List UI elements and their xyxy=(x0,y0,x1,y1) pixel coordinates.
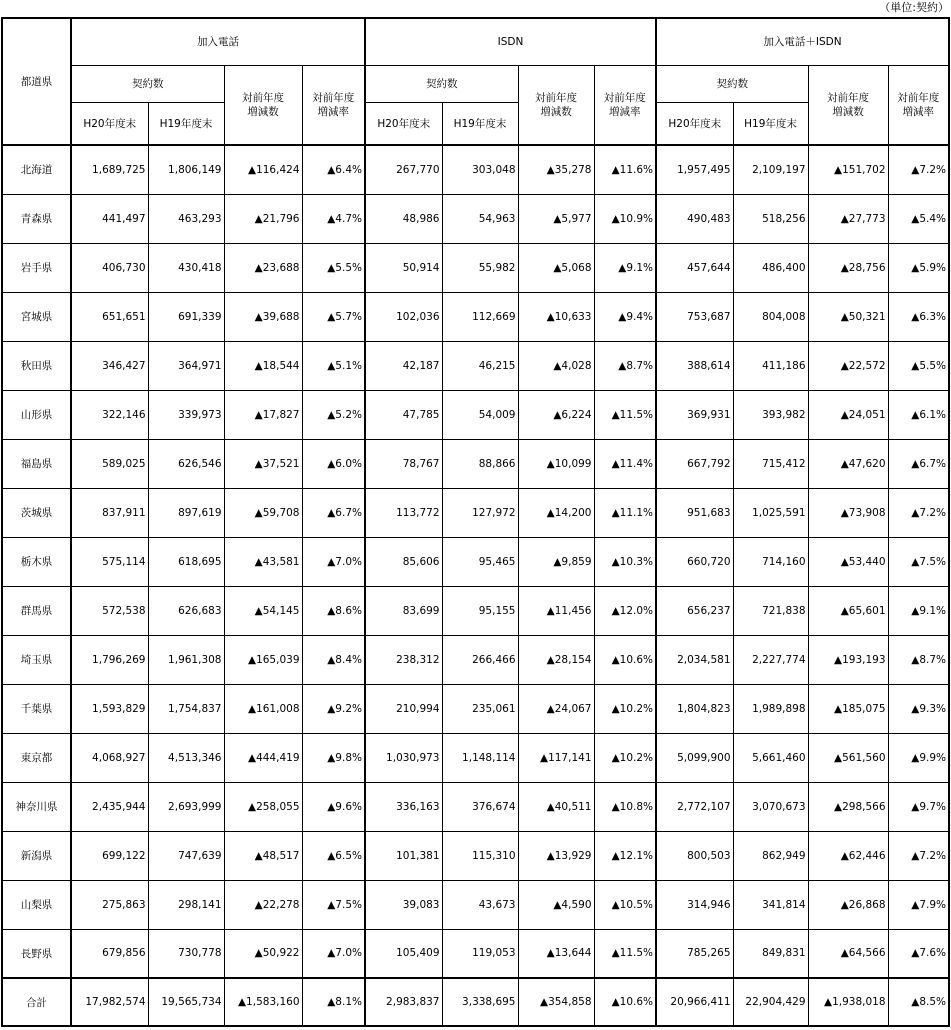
cell-isdn-h19: 54,009 xyxy=(442,390,518,439)
header-h19-telephone: H19年度末 xyxy=(148,102,224,145)
header-group-telephone: 加入電話 xyxy=(71,18,365,65)
cell-telephone-h20: 1,796,269 xyxy=(71,635,148,684)
prefecture-name: 山梨県 xyxy=(2,880,71,929)
table-row xyxy=(2,929,949,978)
cell-total-change-rate: ▲6.7% xyxy=(888,439,949,488)
cell-isdn-change-count: ▲10,633 xyxy=(518,292,594,341)
cell-isdn-h19: 115,310 xyxy=(442,831,518,880)
prefecture-name: 宮城県 xyxy=(2,292,71,341)
cell-isdn-change-rate: ▲10.2% xyxy=(594,733,656,782)
cell-telephone-change-rate: ▲8.1% xyxy=(302,978,365,1026)
header-change-count-total: 対前年度 増減数 xyxy=(808,65,888,145)
cell-total-change-rate: ▲7.5% xyxy=(888,537,949,586)
cell-telephone-change-rate: ▲5.1% xyxy=(302,341,365,390)
cell-total-change-rate: ▲9.1% xyxy=(888,586,949,635)
cell-telephone-change-count: ▲48,517 xyxy=(224,831,302,880)
cell-isdn-h19: 55,982 xyxy=(442,243,518,292)
cell-total-change-count: ▲1,938,018 xyxy=(808,978,888,1026)
cell-total-change-count: ▲50,321 xyxy=(808,292,888,341)
cell-isdn-h20: 336,163 xyxy=(365,782,442,831)
cell-total-change-rate: ▲6.3% xyxy=(888,292,949,341)
prefecture-name: 千葉県 xyxy=(2,684,71,733)
cell-total-h20: 2,034,581 xyxy=(656,635,733,684)
cell-total-h19: 22,904,429 xyxy=(733,978,808,1026)
header-group-isdn: ISDN xyxy=(365,18,656,65)
prefecture-name: 栃木県 xyxy=(2,537,71,586)
cell-isdn-change-rate: ▲10.9% xyxy=(594,194,656,243)
cell-telephone-h19: 4,513,346 xyxy=(148,733,224,782)
cell-total-h19: 3,070,673 xyxy=(733,782,808,831)
cell-total-h19: 1,025,591 xyxy=(733,488,808,537)
cell-isdn-change-count: ▲117,141 xyxy=(518,733,594,782)
cell-total-change-rate: ▲5.5% xyxy=(888,341,949,390)
cell-telephone-h19: 364,971 xyxy=(148,341,224,390)
cell-isdn-change-count: ▲40,511 xyxy=(518,782,594,831)
prefecture-name: 茨城県 xyxy=(2,488,71,537)
table-row xyxy=(2,880,949,929)
prefecture-name: 青森県 xyxy=(2,194,71,243)
cell-total-h20: 656,237 xyxy=(656,586,733,635)
cell-isdn-h20: 2,983,837 xyxy=(365,978,442,1026)
cell-telephone-h20: 575,114 xyxy=(71,537,148,586)
cell-telephone-change-rate: ▲5.5% xyxy=(302,243,365,292)
cell-total-change-rate: ▲7.9% xyxy=(888,880,949,929)
cell-isdn-h19: 112,669 xyxy=(442,292,518,341)
table-header xyxy=(2,18,949,145)
header-contracts-telephone: 契約数 xyxy=(71,65,224,102)
cell-isdn-h20: 48,986 xyxy=(365,194,442,243)
cell-isdn-change-count: ▲4,590 xyxy=(518,880,594,929)
cell-telephone-h19: 19,565,734 xyxy=(148,978,224,1026)
cell-total-h19: 714,160 xyxy=(733,537,808,586)
cell-total-h19: 393,982 xyxy=(733,390,808,439)
cell-telephone-change-rate: ▲4.7% xyxy=(302,194,365,243)
cell-total-h20: 369,931 xyxy=(656,390,733,439)
unit-label: （単位:契約） xyxy=(879,1,949,14)
header-contracts-total: 契約数 xyxy=(656,65,808,102)
cell-isdn-change-count: ▲5,977 xyxy=(518,194,594,243)
cell-isdn-change-rate: ▲12.0% xyxy=(594,586,656,635)
prefecture-name: 北海道 xyxy=(2,145,71,194)
cell-isdn-h20: 238,312 xyxy=(365,635,442,684)
cell-telephone-h20: 275,863 xyxy=(71,880,148,929)
cell-isdn-h19: 88,866 xyxy=(442,439,518,488)
cell-total-change-rate: ▲5.9% xyxy=(888,243,949,292)
cell-telephone-h19: 2,693,999 xyxy=(148,782,224,831)
cell-telephone-change-count: ▲21,796 xyxy=(224,194,302,243)
cell-telephone-h19: 897,619 xyxy=(148,488,224,537)
cell-total-change-rate: ▲7.2% xyxy=(888,831,949,880)
prefecture-name: 岩手県 xyxy=(2,243,71,292)
cell-total-change-count: ▲26,868 xyxy=(808,880,888,929)
cell-isdn-change-rate: ▲11.4% xyxy=(594,439,656,488)
cell-telephone-change-rate: ▲5.2% xyxy=(302,390,365,439)
prefecture-name: 長野県 xyxy=(2,929,71,978)
table-row xyxy=(2,684,949,733)
cell-isdn-change-rate: ▲9.4% xyxy=(594,292,656,341)
cell-telephone-h19: 691,339 xyxy=(148,292,224,341)
cell-total-h19: 411,186 xyxy=(733,341,808,390)
table-row xyxy=(2,341,949,390)
cell-telephone-h19: 1,961,308 xyxy=(148,635,224,684)
cell-telephone-change-count: ▲161,008 xyxy=(224,684,302,733)
cell-telephone-change-rate: ▲6.5% xyxy=(302,831,365,880)
cell-telephone-change-rate: ▲9.8% xyxy=(302,733,365,782)
cell-total-change-rate: ▲6.1% xyxy=(888,390,949,439)
cell-total-h20: 1,957,495 xyxy=(656,145,733,194)
cell-isdn-h19: 235,061 xyxy=(442,684,518,733)
prefecture-name: 群馬県 xyxy=(2,586,71,635)
cell-total-change-rate: ▲9.7% xyxy=(888,782,949,831)
total-label: 合計 xyxy=(2,978,71,1026)
cell-isdn-change-count: ▲4,028 xyxy=(518,341,594,390)
cell-telephone-h19: 626,683 xyxy=(148,586,224,635)
cell-total-change-rate: ▲7.6% xyxy=(888,929,949,978)
table-row xyxy=(2,635,949,684)
cell-total-h19: 2,227,774 xyxy=(733,635,808,684)
cell-total-h20: 785,265 xyxy=(656,929,733,978)
cell-telephone-change-rate: ▲5.7% xyxy=(302,292,365,341)
cell-total-h19: 518,256 xyxy=(733,194,808,243)
cell-telephone-h19: 618,695 xyxy=(148,537,224,586)
cell-total-change-rate: ▲8.7% xyxy=(888,635,949,684)
cell-total-change-count: ▲73,908 xyxy=(808,488,888,537)
cell-telephone-change-rate: ▲6.4% xyxy=(302,145,365,194)
table-row xyxy=(2,733,949,782)
table-row xyxy=(2,439,949,488)
cell-telephone-change-rate: ▲9.6% xyxy=(302,782,365,831)
cell-isdn-h20: 113,772 xyxy=(365,488,442,537)
cell-total-change-count: ▲47,620 xyxy=(808,439,888,488)
cell-total-h20: 457,644 xyxy=(656,243,733,292)
table-row xyxy=(2,537,949,586)
table-row xyxy=(2,586,949,635)
cell-isdn-h20: 78,767 xyxy=(365,439,442,488)
table-row xyxy=(2,782,949,831)
cell-isdn-change-rate: ▲10.5% xyxy=(594,880,656,929)
cell-telephone-change-rate: ▲7.5% xyxy=(302,880,365,929)
cell-isdn-h19: 46,215 xyxy=(442,341,518,390)
cell-telephone-h19: 626,546 xyxy=(148,439,224,488)
cell-isdn-h20: 83,699 xyxy=(365,586,442,635)
cell-isdn-change-count: ▲35,278 xyxy=(518,145,594,194)
cell-telephone-h19: 730,778 xyxy=(148,929,224,978)
cell-total-change-count: ▲27,773 xyxy=(808,194,888,243)
cell-telephone-change-count: ▲1,583,160 xyxy=(224,978,302,1026)
cell-telephone-h20: 2,435,944 xyxy=(71,782,148,831)
prefecture-name: 福島県 xyxy=(2,439,71,488)
cell-telephone-change-count: ▲165,039 xyxy=(224,635,302,684)
cell-isdn-change-rate: ▲10.2% xyxy=(594,684,656,733)
header-change-rate-isdn: 対前年度 増減率 xyxy=(594,65,656,145)
cell-isdn-change-count: ▲6,224 xyxy=(518,390,594,439)
cell-telephone-h20: 322,146 xyxy=(71,390,148,439)
table-body xyxy=(2,145,949,1026)
cell-telephone-h19: 463,293 xyxy=(148,194,224,243)
cell-isdn-h20: 47,785 xyxy=(365,390,442,439)
cell-isdn-h20: 267,770 xyxy=(365,145,442,194)
cell-isdn-change-count: ▲28,154 xyxy=(518,635,594,684)
cell-telephone-change-count: ▲50,922 xyxy=(224,929,302,978)
cell-total-change-count: ▲62,446 xyxy=(808,831,888,880)
cell-isdn-change-rate: ▲9.1% xyxy=(594,243,656,292)
prefecture-name: 神奈川県 xyxy=(2,782,71,831)
cell-isdn-h20: 210,994 xyxy=(365,684,442,733)
cell-isdn-change-rate: ▲8.7% xyxy=(594,341,656,390)
cell-telephone-h20: 346,427 xyxy=(71,341,148,390)
header-pref: 都道県 xyxy=(2,18,71,145)
cell-isdn-change-rate: ▲10.8% xyxy=(594,782,656,831)
cell-isdn-h19: 376,674 xyxy=(442,782,518,831)
cell-total-h19: 341,814 xyxy=(733,880,808,929)
cell-telephone-h20: 572,538 xyxy=(71,586,148,635)
table-row xyxy=(2,243,949,292)
cell-telephone-h20: 1,593,829 xyxy=(71,684,148,733)
cell-telephone-change-rate: ▲6.7% xyxy=(302,488,365,537)
cell-telephone-change-count: ▲39,688 xyxy=(224,292,302,341)
cell-telephone-h20: 837,911 xyxy=(71,488,148,537)
cell-isdn-change-rate: ▲12.1% xyxy=(594,831,656,880)
cell-telephone-h20: 1,689,725 xyxy=(71,145,148,194)
prefecture-name: 埼玉県 xyxy=(2,635,71,684)
header-h20-total: H20年度末 xyxy=(656,102,733,145)
table-row xyxy=(2,145,949,194)
cell-total-change-count: ▲561,560 xyxy=(808,733,888,782)
cell-isdn-h19: 95,465 xyxy=(442,537,518,586)
cell-total-change-count: ▲185,075 xyxy=(808,684,888,733)
cell-telephone-change-rate: ▲9.2% xyxy=(302,684,365,733)
cell-telephone-change-count: ▲18,544 xyxy=(224,341,302,390)
cell-telephone-h19: 339,973 xyxy=(148,390,224,439)
cell-isdn-h19: 54,963 xyxy=(442,194,518,243)
cell-isdn-h20: 102,036 xyxy=(365,292,442,341)
cell-telephone-h20: 679,856 xyxy=(71,929,148,978)
header-contracts-isdn: 契約数 xyxy=(365,65,518,102)
cell-telephone-h20: 651,651 xyxy=(71,292,148,341)
cell-total-h20: 20,966,411 xyxy=(656,978,733,1026)
cell-telephone-change-rate: ▲8.6% xyxy=(302,586,365,635)
cell-telephone-h20: 699,122 xyxy=(71,831,148,880)
cell-telephone-change-count: ▲116,424 xyxy=(224,145,302,194)
cell-total-change-count: ▲65,601 xyxy=(808,586,888,635)
cell-total-h20: 1,804,823 xyxy=(656,684,733,733)
cell-isdn-change-rate: ▲10.3% xyxy=(594,537,656,586)
cell-isdn-change-rate: ▲11.1% xyxy=(594,488,656,537)
cell-isdn-h20: 39,083 xyxy=(365,880,442,929)
prefecture-name: 新潟県 xyxy=(2,831,71,880)
prefecture-name: 山形県 xyxy=(2,390,71,439)
cell-telephone-h20: 406,730 xyxy=(71,243,148,292)
cell-total-change-count: ▲24,051 xyxy=(808,390,888,439)
cell-total-h20: 5,099,900 xyxy=(656,733,733,782)
cell-telephone-change-count: ▲22,278 xyxy=(224,880,302,929)
cell-isdn-h20: 101,381 xyxy=(365,831,442,880)
cell-telephone-h20: 589,025 xyxy=(71,439,148,488)
cell-telephone-h20: 4,068,927 xyxy=(71,733,148,782)
header-change-count-telephone: 対前年度 増減数 xyxy=(224,65,302,145)
cell-isdn-h20: 105,409 xyxy=(365,929,442,978)
header-group-total: 加入電話＋ISDN xyxy=(656,18,949,65)
cell-isdn-h20: 42,187 xyxy=(365,341,442,390)
cell-telephone-change-count: ▲43,581 xyxy=(224,537,302,586)
cell-isdn-h19: 95,155 xyxy=(442,586,518,635)
cell-telephone-change-count: ▲23,688 xyxy=(224,243,302,292)
cell-isdn-h19: 303,048 xyxy=(442,145,518,194)
cell-isdn-change-count: ▲14,200 xyxy=(518,488,594,537)
cell-total-h20: 800,503 xyxy=(656,831,733,880)
header-change-rate-telephone: 対前年度 増減率 xyxy=(302,65,365,145)
cell-total-change-rate: ▲8.5% xyxy=(888,978,949,1026)
cell-telephone-change-rate: ▲8.4% xyxy=(302,635,365,684)
header-change-rate-total: 対前年度 増減率 xyxy=(888,65,949,145)
cell-telephone-h20: 17,982,574 xyxy=(71,978,148,1026)
cell-total-change-count: ▲28,756 xyxy=(808,243,888,292)
cell-telephone-h19: 298,141 xyxy=(148,880,224,929)
cell-isdn-h19: 266,466 xyxy=(442,635,518,684)
cell-isdn-h20: 85,606 xyxy=(365,537,442,586)
cell-isdn-change-count: ▲13,644 xyxy=(518,929,594,978)
cell-total-h19: 862,949 xyxy=(733,831,808,880)
cell-telephone-change-count: ▲17,827 xyxy=(224,390,302,439)
cell-isdn-change-count: ▲5,068 xyxy=(518,243,594,292)
cell-telephone-change-count: ▲444,419 xyxy=(224,733,302,782)
cell-telephone-change-count: ▲258,055 xyxy=(224,782,302,831)
cell-telephone-change-rate: ▲7.0% xyxy=(302,929,365,978)
table-row xyxy=(2,390,949,439)
header-h20-telephone: H20年度末 xyxy=(71,102,148,145)
cell-telephone-h20: 441,497 xyxy=(71,194,148,243)
cell-total-h20: 667,792 xyxy=(656,439,733,488)
cell-total-change-rate: ▲9.9% xyxy=(888,733,949,782)
prefecture-name: 秋田県 xyxy=(2,341,71,390)
cell-isdn-change-rate: ▲11.5% xyxy=(594,390,656,439)
cell-isdn-h19: 3,338,695 xyxy=(442,978,518,1026)
cell-isdn-change-count: ▲11,456 xyxy=(518,586,594,635)
cell-total-change-count: ▲151,702 xyxy=(808,145,888,194)
header-h20-isdn: H20年度末 xyxy=(365,102,442,145)
table-row xyxy=(2,488,949,537)
cell-total-h20: 951,683 xyxy=(656,488,733,537)
cell-isdn-h19: 127,972 xyxy=(442,488,518,537)
cell-total-h20: 388,614 xyxy=(656,341,733,390)
cell-telephone-h19: 747,639 xyxy=(148,831,224,880)
table-row xyxy=(2,194,949,243)
cell-telephone-change-count: ▲37,521 xyxy=(224,439,302,488)
cell-total-h19: 804,008 xyxy=(733,292,808,341)
table-row xyxy=(2,831,949,880)
header-h19-isdn: H19年度末 xyxy=(442,102,518,145)
cell-total-change-count: ▲53,440 xyxy=(808,537,888,586)
cell-total-h19: 1,989,898 xyxy=(733,684,808,733)
cell-telephone-change-rate: ▲7.0% xyxy=(302,537,365,586)
contracts-table xyxy=(1,17,950,1027)
cell-total-h19: 715,412 xyxy=(733,439,808,488)
cell-total-h20: 490,483 xyxy=(656,194,733,243)
cell-total-change-count: ▲298,566 xyxy=(808,782,888,831)
cell-isdn-change-count: ▲10,099 xyxy=(518,439,594,488)
cell-isdn-change-rate: ▲10.6% xyxy=(594,635,656,684)
cell-isdn-change-count: ▲354,858 xyxy=(518,978,594,1026)
cell-isdn-change-rate: ▲10.6% xyxy=(594,978,656,1026)
cell-total-change-count: ▲193,193 xyxy=(808,635,888,684)
cell-total-change-rate: ▲5.4% xyxy=(888,194,949,243)
cell-total-h20: 753,687 xyxy=(656,292,733,341)
cell-total-change-rate: ▲9.3% xyxy=(888,684,949,733)
cell-total-change-rate: ▲7.2% xyxy=(888,145,949,194)
cell-total-change-count: ▲64,566 xyxy=(808,929,888,978)
cell-total-change-rate: ▲7.2% xyxy=(888,488,949,537)
cell-total-h19: 5,661,460 xyxy=(733,733,808,782)
cell-isdn-h19: 1,148,114 xyxy=(442,733,518,782)
header-change-count-isdn: 対前年度 増減数 xyxy=(518,65,594,145)
cell-total-h19: 721,838 xyxy=(733,586,808,635)
cell-isdn-h20: 1,030,973 xyxy=(365,733,442,782)
cell-total-change-count: ▲22,572 xyxy=(808,341,888,390)
cell-isdn-h19: 43,673 xyxy=(442,880,518,929)
cell-telephone-h19: 1,806,149 xyxy=(148,145,224,194)
cell-telephone-change-count: ▲59,708 xyxy=(224,488,302,537)
cell-telephone-h19: 430,418 xyxy=(148,243,224,292)
cell-total-h20: 314,946 xyxy=(656,880,733,929)
cell-telephone-h19: 1,754,837 xyxy=(148,684,224,733)
table-row-total xyxy=(2,978,949,1026)
cell-isdn-change-count: ▲13,929 xyxy=(518,831,594,880)
cell-isdn-change-count: ▲9,859 xyxy=(518,537,594,586)
cell-isdn-change-rate: ▲11.5% xyxy=(594,929,656,978)
cell-isdn-change-rate: ▲11.6% xyxy=(594,145,656,194)
cell-isdn-change-count: ▲24,067 xyxy=(518,684,594,733)
header-h19-total: H19年度末 xyxy=(733,102,808,145)
cell-telephone-change-count: ▲54,145 xyxy=(224,586,302,635)
cell-total-h19: 849,831 xyxy=(733,929,808,978)
cell-total-h19: 2,109,197 xyxy=(733,145,808,194)
cell-isdn-h19: 119,053 xyxy=(442,929,518,978)
cell-total-h20: 660,720 xyxy=(656,537,733,586)
cell-telephone-change-rate: ▲6.0% xyxy=(302,439,365,488)
cell-total-h20: 2,772,107 xyxy=(656,782,733,831)
cell-isdn-h20: 50,914 xyxy=(365,243,442,292)
cell-total-h19: 486,400 xyxy=(733,243,808,292)
prefecture-name: 東京都 xyxy=(2,733,71,782)
table-row xyxy=(2,292,949,341)
